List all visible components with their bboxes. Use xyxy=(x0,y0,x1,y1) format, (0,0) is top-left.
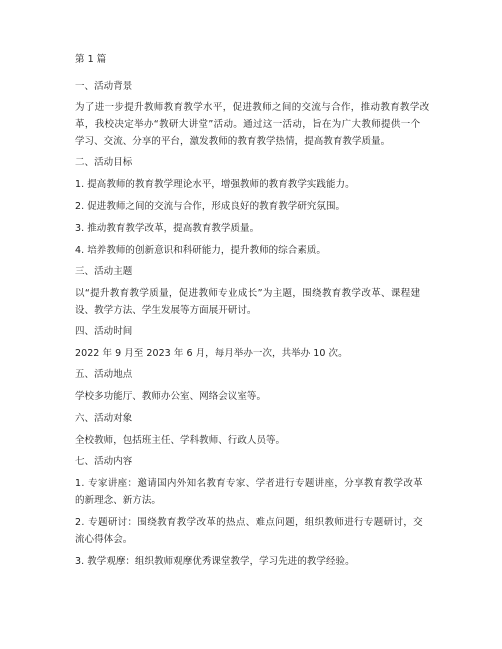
chapter-label: 第 1 篇 xyxy=(75,54,107,65)
section-heading-content: 七、活动内容 xyxy=(75,456,133,467)
content-item-1-line-1: 1. 专家讲座：邀请国内外知名教育专家、学者进行专题讲座，分享教育教学改革 xyxy=(75,478,424,489)
content-item-1-line-2: 的新理念、新方法。 xyxy=(75,495,161,506)
goal-item-3: 3. 推动教育教学改革，提高教育教学质量。 xyxy=(75,223,260,234)
content-item-2-line-2: 流心得体会。 xyxy=(75,534,133,545)
section-heading-time: 四、活动时间 xyxy=(75,326,133,337)
content-item-2-line-1: 2. 专题研讨：围绕教育教学改革的热点、难点问题，组织教师进行专题研讨，交 xyxy=(75,517,424,528)
background-line-2: 革，我校决定举办“教研大讲堂”活动。通过这一活动，旨在为广大教师提供一个 xyxy=(75,119,421,130)
section-heading-goals: 二、活动目标 xyxy=(75,157,133,168)
content-item-3-line-1: 3. 教学观摩：组织教师观摩优秀课堂教学，学习先进的教学经验。 xyxy=(75,556,355,567)
goal-item-4: 4. 培养教师的创新意识和科研能力，提升教师的综合素质。 xyxy=(75,245,326,256)
theme-line-1: 以“提升教育教学质量，促进教师专业成长”为主题，围绕教育教学改革、课程建 xyxy=(75,288,421,299)
goal-item-2: 2. 促进教师之间的交流与合作，形成良好的教育教学研究氛围。 xyxy=(75,201,346,212)
audience-text: 全校教师，包括班主任、学科教师、行政人员等。 xyxy=(75,435,286,446)
location-text: 学校多功能厅、教师办公室、网络会议室等。 xyxy=(75,391,267,402)
time-text: 2022 年 9 月至 2023 年 6 月，每月举办一次，共举办 10 次。 xyxy=(75,348,348,359)
section-heading-location: 五、活动地点 xyxy=(75,369,133,380)
goal-item-1: 1. 提高教师的教育教学理论水平，增强教师的教育教学实践能力。 xyxy=(75,179,355,190)
section-heading-background: 一、活动背景 xyxy=(75,81,133,92)
section-heading-audience: 六、活动对象 xyxy=(75,413,133,424)
theme-line-2: 设、教学方法、学生发展等方面展开研讨。 xyxy=(75,305,257,316)
background-line-1: 为了进一步提升教师教育教学水平，促进教师之间的交流与合作，推动教育教学改 xyxy=(75,102,430,113)
background-line-3: 学习、交流、分享的平台，激发教师的教育教学热情，提高教育教学质量。 xyxy=(75,136,391,147)
section-heading-theme: 三、活动主题 xyxy=(75,266,133,277)
